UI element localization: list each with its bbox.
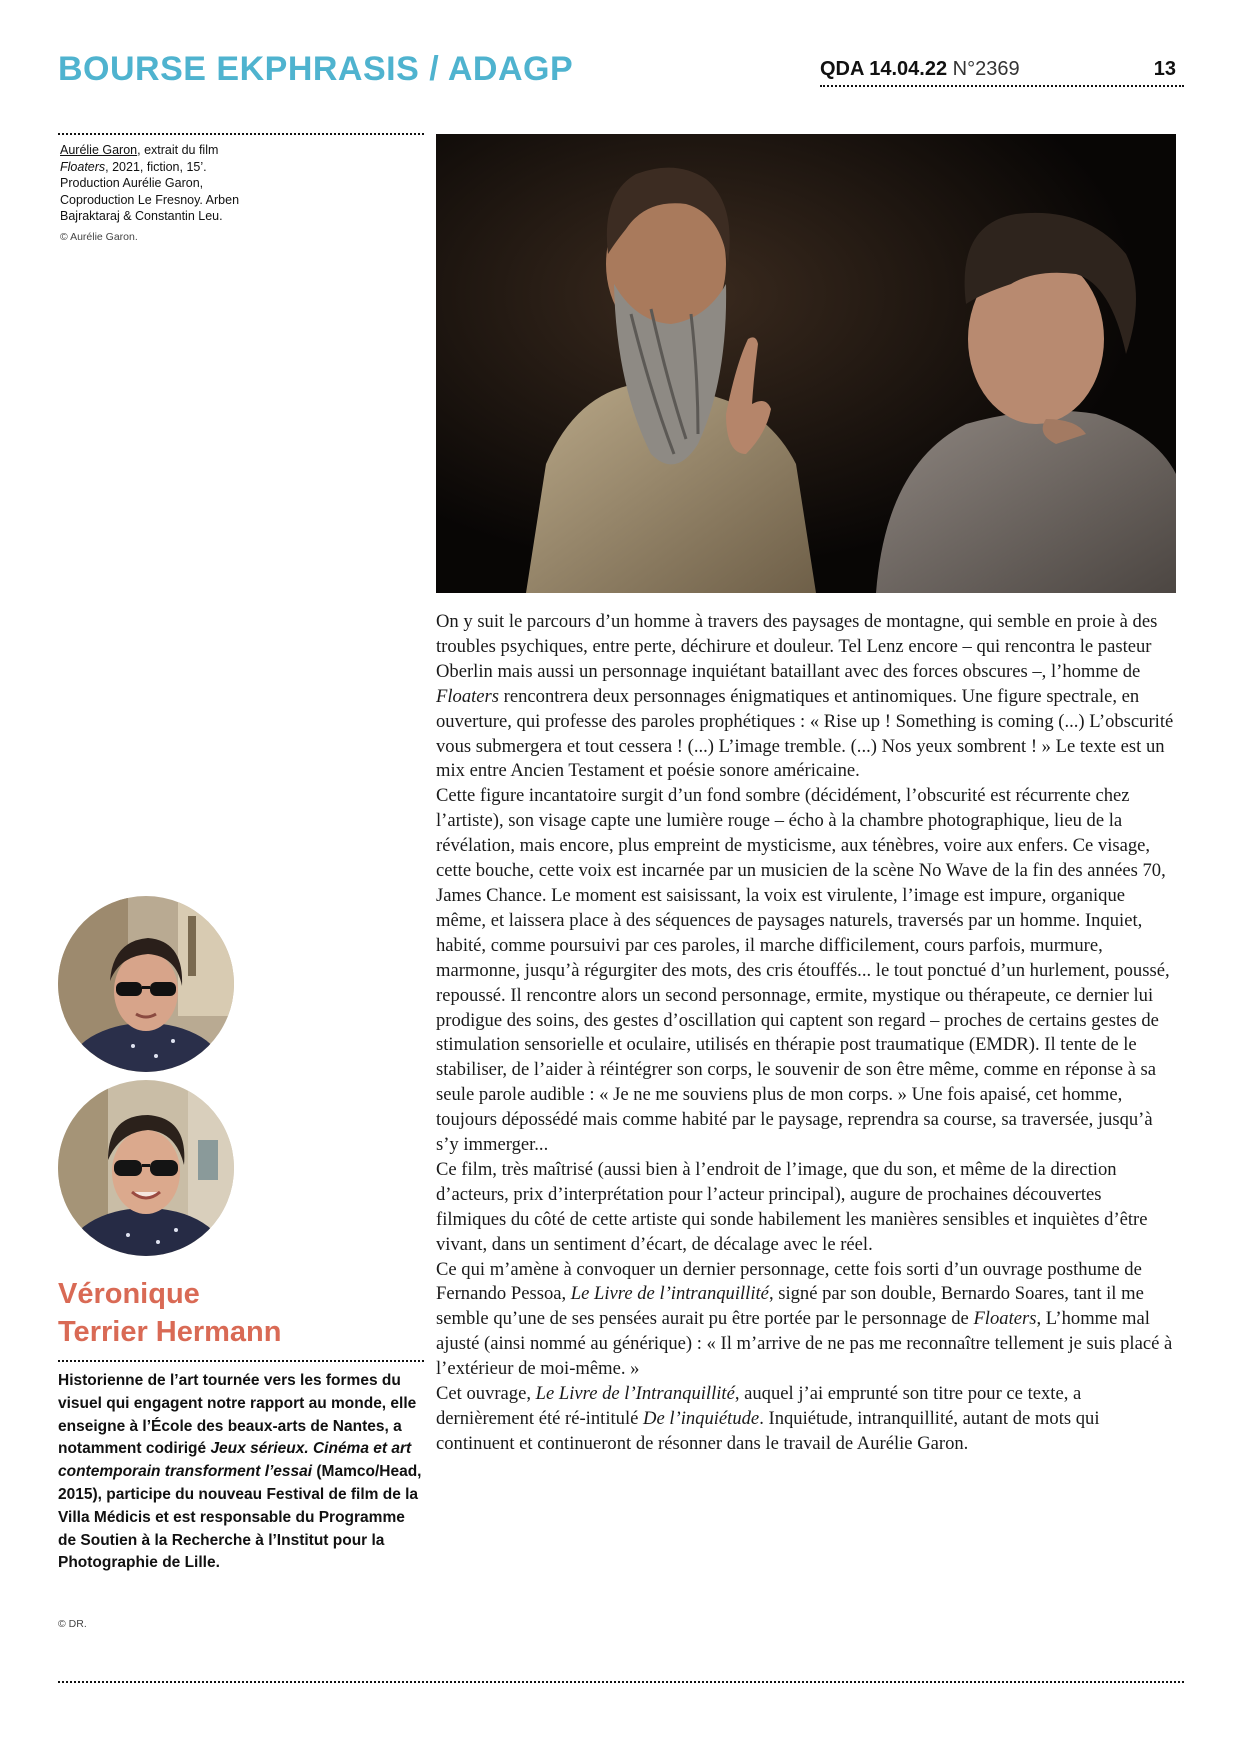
book-title-mention: De l’inquiétude [643,1408,760,1429]
bio-text-1: Historienne de l’art tournée vers les formes du visuel qui engagent notre rapport au monde, elle enseigne à l’École des beaux-arts de Nantes, a notamment codirigé [58,1372,417,1458]
caption-film-title: Floaters [60,159,106,174]
author-name-line-1: Véronique [58,1278,200,1310]
bio-divider [58,1360,424,1362]
author-portrait-2 [58,1080,234,1256]
footer-divider [58,1681,1184,1683]
article-paragraph [436,1258,1176,1383]
author-portrait-1 [58,896,234,1072]
author-name-line-2: Terrier Hermann [58,1316,282,1348]
article-body [436,610,1176,1457]
film-still-image [436,134,1176,593]
bio-photo-credit: © DR. [58,1618,87,1630]
article-text: . Inquiétude, intranquillité, autant de mots qui continuent et continueront de résonner dans le travail de Aurélie Garon. [436,1408,1100,1454]
publication-date: QDA 14.04.22 [820,58,948,80]
article-text: , signé par son double, Bernardo Soares, tant il me semble qu’une de ses pensées aurait pu être portée par le personnage de [436,1283,1144,1330]
section-title: BOURSE EKPHRASIS / ADAGP [58,50,574,88]
caption-divider [58,133,424,135]
author-name [58,1275,418,1351]
bio-book-title: Jeux sérieux. Cinéma et art contemporain transforment l’essai [58,1440,412,1481]
article-paragraph [436,1382,1176,1457]
film-title-mention: Floaters [436,685,500,707]
page-number: 13 [1153,58,1176,80]
article-text: Ce qui m’amène à convoquer un dernier personnage, cette fois sorti d’un ouvrage posthume de Fernando Pessoa, [436,1258,1142,1305]
article-text: Cet ouvrage, [436,1383,536,1405]
caption-copyright: © Aurélie Garon. [60,230,138,243]
caption-details: , 2021, fiction, 15’. Production Aurélie Garon, Coproduction Le Fresnoy. Arben Bajraktaraj & Constantin Leu. [60,159,240,223]
author-bio [58,1370,424,1575]
article-text: On y suit le parcours d’un homme à travers des paysages de montagne, qui semble en proie à des troubles psychiques, entre perte, déchirure et douleur. Tel Lenz encore – qui rencontra le pasteur Oberlin mais aussi un personnage inquiétant bataillant avec des forces obscures –, l’homme de [436,611,1158,682]
article-text: , auquel j’ai emprunté son titre pour ce texte, a dernièrement été ré-intitulé [436,1383,1082,1429]
article-text: rencontrera deux personnages énigmatiques et antinomiques. Une figure spectrale, en ouverture, qui professe des paroles prophétiques : « Rise up ! Something is coming (...) L’obscurité vous submergera et tout cessera ! (...) L’image tremble. (...) Nos yeux sombrent ! » Le texte est un mix entre Ancien Testament et poésie sonore américaine. [436,685,1174,782]
bio-text-2: (Mamco/Head, 2015), participe du nouveau Festival de film de la Villa Médicis et est responsable du Programme de Soutien à la Recherche à l’Institut pour la Photographie de Lille. [58,1463,422,1572]
article-paragraph: Ce film, très maîtrisé (aussi bien à l’endroit de l’image, que du son, et même de la direction d’acteurs, prix d’interprétation pour l’acteur principal), augure de prochaines découvertes filmiques du côté de cette artiste qui sonde habilement les manières sensibles et inquiètes d’être vivant, dans un sentiment d’écart, de décalage avec le réel. [436,1158,1148,1255]
image-caption [60,142,245,245]
film-title-mention: Floaters [973,1308,1037,1330]
book-title-mention: Le Livre de l’intranquillité [570,1283,769,1305]
book-title-mention: Le Livre de l’Intranquillité [535,1383,735,1405]
issue-info [820,58,1184,87]
article-text: , L’homme mal ajusté (ainsi nommé au générique) : « Il m’arrive de ne pas me reconnaître tellement je suis placé à l’extérieur de moi-même. » [436,1308,1173,1380]
article-paragraph [436,610,1176,784]
article-paragraph: Cette figure incantatoire surgit d’un fond sombre (décidément, l’obscurité est récurrente chez l’artiste), son visage capte une lumière rouge – écho à la chambre photographique, lieu de la révélation, mais encore, plus empreint de mysticisme, aux ténèbres, voire aux enfers. Ce visage, cette bouche, cette voix est incarnée par un musicien de la scène No Wave de la fin des années 70, James Chance. Le moment est saisissant, la voix est virulente, l’image est impure, organique même, et laissera place à des séquences de paysages naturels, traversés par un homme. Inquiet, habité, comme poursuivi par ces paroles, il marche difficilement, cours parfois, murmure, marmonne, jusqu’à régurgiter des mots, des cris étouffés... le tout ponctué d’un hurlement, poussé, repoussé. Il rencontre alors un second personnage, ermite, mystique ou thérapeute, ce dernier lui prodigue des soins, des gestes d’oscillation qui captent son regard – proches de certains gestes de stimulation sensorielle et oculaire, utilisés en thérapie post traumatique (EMDR). Il tente de le stabiliser, de l’aider à réintégrer son corps, le souvenir de son être même, comme en réponse à sa seule parole audible : « Je ne me souviens plus de mon corps. » Une fois apaisé, cet homme, toujours dépossédé mais comme habité par le paysage, reprendra sa course, sa traversée, jusqu’à s’y immerger... [436,785,1170,1156]
caption-artist: Aurélie Garon [60,143,138,157]
caption-line-1: , extrait du film [137,143,219,157]
issue-number: N°2369 [952,58,1020,80]
